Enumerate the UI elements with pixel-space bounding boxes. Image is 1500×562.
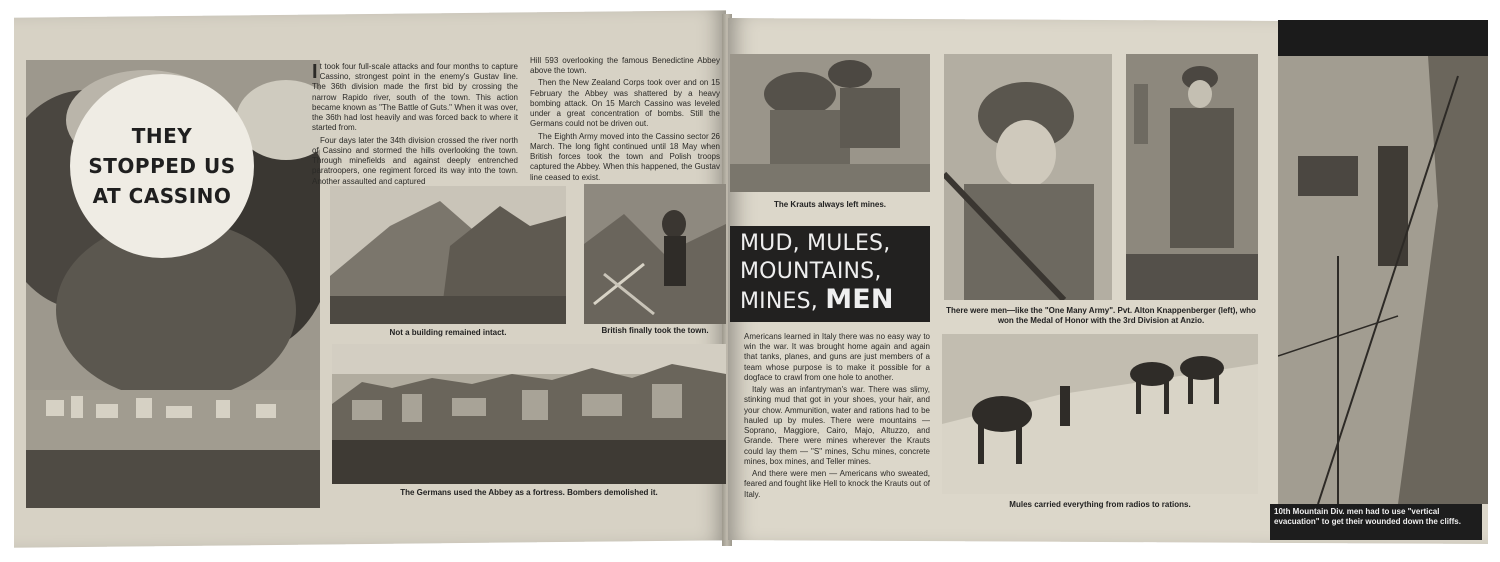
left-text-column-1 <box>312 62 518 189</box>
abbey-caption: The Germans used the Abbey as a fortress. Bombers demolished it. <box>400 488 658 497</box>
title-line-1: THEY <box>131 124 193 148</box>
left-col2-para-1: Hill 593 overlooking the famous Benedictine Abbey above the town. <box>530 56 720 76</box>
vertical-evacuation-photo <box>1278 56 1488 504</box>
right-body-para-1: Americans learned in Italy there was no easy way to win the war. It was brought home again and again that tanks, planes, and guns are just members of a team whose purpose is to make it possible for a dogface to crawl from one hole to another. <box>744 332 930 382</box>
soldier-helmet-photo <box>944 54 1112 300</box>
british-caption: British finally took the town. <box>601 326 709 335</box>
abbey-ruins-photo <box>332 344 726 484</box>
mountain-div-caption: 10th Mountain Div. men had to use "vertical evacuation" to get their wounded down the cliffs. <box>1270 504 1482 540</box>
left-col2-para-3: The Eighth Army moved into the Cassino sector 26 March. The long fight continued until 18 May when British forces took the town and Polish troops captured the Abbey. When this happened, the Gustav line ceased to exist. <box>530 131 720 182</box>
british-soldiers-photo <box>584 184 726 324</box>
left-col1-para-1: t took four full-scale attacks and four months to capture Cassino, strongest point in the enemy's Gustav line. The 36th division made the first bid by crossing the narrow Rapido river, south of the town. This action became known as "The Battle of Guts." When it was over, the 36th had lost heavily and was forced back to where it started from. <box>312 62 518 133</box>
mud-mules-headline <box>730 226 930 322</box>
mountain-caption: Not a building remained intact. <box>389 328 507 337</box>
mules-caption: Mules carried everything from radios to rations. <box>1009 500 1191 509</box>
left-col2-para-2: Then the New Zealand Corps took over and on 15 February the Abbey was shattered by a heavy bombing attack. On 15 March Cassino was leveled under a great concentration of bombs. Still the Germans could not be driven out. <box>530 78 720 129</box>
right-body-text <box>744 332 930 502</box>
left-text-column-2 <box>530 56 720 185</box>
right-body-para-3: And there were men — Americans who sweated, feared and fought like Hell to knock the Krauts out of Italy. <box>744 469 930 499</box>
mules-photo <box>942 334 1258 494</box>
men-caption: There were men—like the "One Many Army". Pvt. Alton Knappenberger (left), who won the Medal of Honor with the 3rd Division at Anzio. <box>946 306 1256 325</box>
article-title-circle <box>70 74 254 258</box>
headline-men: MEN <box>825 284 894 315</box>
dropcap: I <box>312 61 318 83</box>
title-line-3: AT CASSINO <box>92 184 232 208</box>
krauts-mines-caption: The Krauts always left mines. <box>773 200 887 209</box>
mountain-ruins-photo <box>330 186 566 324</box>
title-line-2: STOPPED US <box>88 154 236 178</box>
top-black-band <box>1278 20 1488 56</box>
knappenberger-photo <box>1126 54 1258 300</box>
headline-line-1: MUD, MULES, <box>740 231 891 256</box>
headline-line-2: MOUNTAINS, <box>740 259 882 284</box>
soldiers-mines-photo <box>730 54 930 192</box>
right-body-para-2: Italy was an infantryman's war. There was slimy, stinking mud that got in your shoes, your hair, and your chow. Ammunition, water and rations had to be hauled up by mules. There were mountains — Soprano, Maggiore, Cairo, Majo, Altuzzo, and Grande. There were mines wherever the Krauts could lay them — "S" mines, Schu mines, concrete mines, box mines, and Teller mines. <box>744 385 930 466</box>
left-col1-para-2: Four days later the 34th division crossed the river north of Cassino and stormed the hills overlooking the town. Through minefields and against deeply entrenched paratroopers, one regiment forced its way into the town. Another assaulted and captured <box>312 135 518 186</box>
headline-line-3: MINES, <box>740 289 818 314</box>
